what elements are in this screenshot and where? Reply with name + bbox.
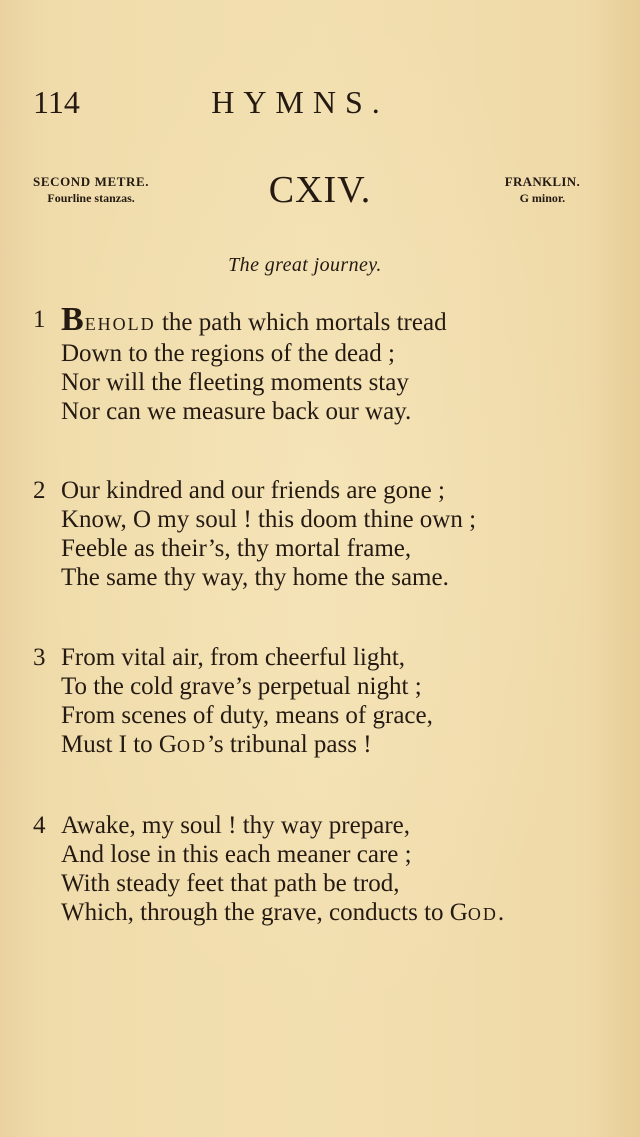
verse-line: Nor will the fleeting moments stay [61, 369, 409, 396]
verse-line: To the cold grave’s perpetual night ; [61, 673, 422, 700]
verse-line [61, 898, 504, 929]
stanza-lines [61, 643, 433, 761]
verse-line: From vital air, from cheerful light, [61, 644, 406, 671]
meter-name: SECOND METRE. [33, 174, 150, 189]
verse-line: Down to the regions of the dead ; [61, 340, 395, 367]
stanza-number: 2 [33, 477, 46, 504]
small-caps-word: OD [176, 736, 207, 756]
tune-key: G minor. [519, 191, 566, 205]
verse-line: Feeble as their’s, thy mortal frame, [61, 535, 412, 562]
verse-line [61, 730, 433, 761]
tune-info [505, 174, 580, 206]
verse-line-text: . [497, 899, 505, 926]
verse-line-text: ’s tribunal pass ! [206, 731, 372, 758]
tune-name: FRANKLIN. [504, 174, 580, 189]
verse-line: Awake, my soul ! thy way prepare, [61, 812, 410, 839]
running-title: HYMNS. [211, 84, 389, 120]
small-caps-word: OD [467, 904, 498, 924]
verse-line: With steady feet that path be trod, [61, 870, 400, 897]
verse-line: From scenes of duty, means of grace, [61, 702, 433, 729]
stanza-number: 1 [33, 306, 46, 333]
stanza-number: 3 [33, 644, 46, 671]
hymn-title: The great journey. [228, 254, 382, 276]
hymn-header [0, 168, 640, 218]
verse-line: Know, O my soul ! this doom thine own ; [61, 506, 477, 533]
stanza-lines [61, 301, 447, 426]
stanza-type: Fourline stanzas. [47, 191, 135, 205]
hymn-number: CXIV. [268, 169, 372, 211]
running-head [0, 78, 640, 128]
drop-cap: B [61, 301, 85, 338]
small-caps-word: EHOLD [84, 314, 156, 334]
meter-info [33, 174, 149, 206]
stanza-lines [61, 476, 476, 592]
stanza-number: 4 [33, 812, 46, 839]
verse-line: Nor can we measure back our way. [61, 398, 412, 425]
verse-line [61, 301, 447, 339]
verse-line: And lose in this each meaner care ; [61, 841, 412, 868]
stanza-lines [61, 811, 504, 929]
verse-line-text: the path which mortals tread [155, 309, 447, 336]
verse-line-text: Must I to G [61, 731, 177, 758]
verse-line-text: Which, through the grave, conducts to G [61, 899, 468, 926]
verse-line: The same thy way, thy home the same. [61, 564, 449, 591]
verse-line: Our kindred and our friends are gone ; [61, 477, 445, 504]
page-number: 114 [33, 84, 80, 120]
